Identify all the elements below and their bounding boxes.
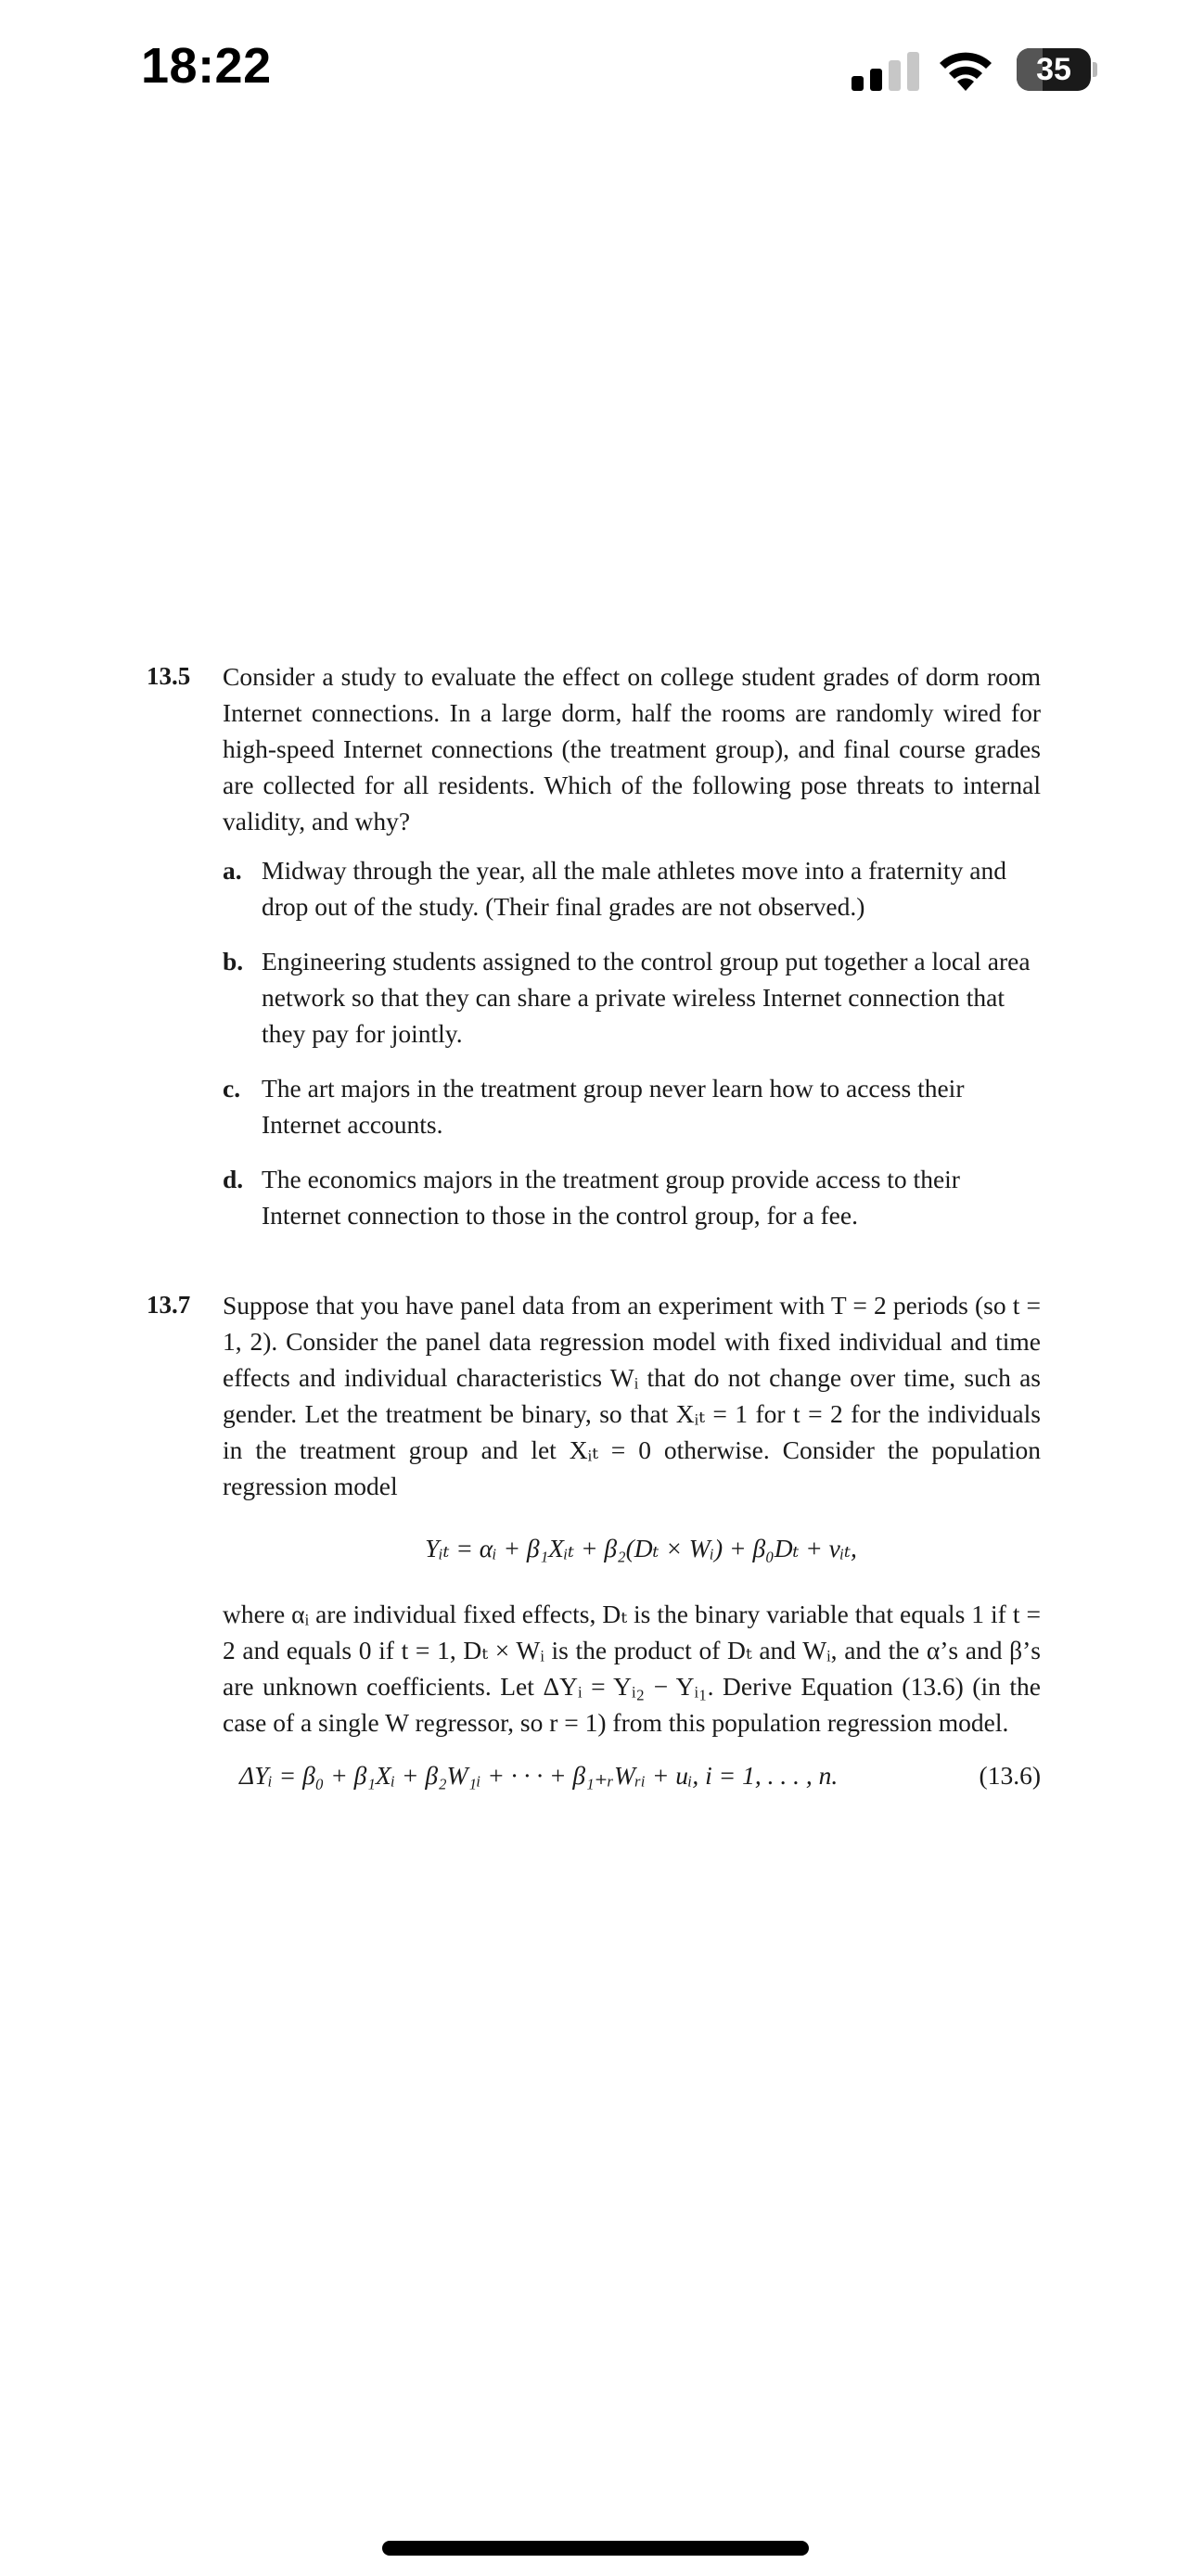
problem-number: 13.5 (147, 662, 191, 690)
battery-indicator (1017, 48, 1096, 91)
sub-item-d (223, 1161, 1041, 1233)
signal-bar (870, 69, 882, 91)
wifi-icon (937, 48, 994, 91)
problem-body: where αᵢ are individual fixed effects, Dₜ is the binary variable that equals 1 if t = 2 and equals 0 if t = 1, Dₜ × Wᵢ is the product of Dₜ and Wᵢ, and the α’s and β’s are unknown coefficients. Let ΔYᵢ = Yᵢ₂ − Yᵢ₁. Derive Equation (13.6) (in the case of a single W regressor, so r = 1) from this population regression model. (223, 1600, 1041, 1737)
sub-item-list (223, 852, 1041, 1233)
battery-level: 35 (1036, 52, 1071, 87)
sub-item-label: b. (223, 947, 244, 976)
problem-number: 13.7 (147, 1291, 191, 1319)
sub-item-c (223, 1070, 1041, 1142)
signal-bar (907, 52, 919, 91)
status-bar (0, 0, 1191, 139)
document-page (147, 658, 1041, 1793)
battery-cap (1093, 62, 1097, 77)
model-equation: Yᵢₜ = αᵢ + β₁Xᵢₜ + β₂(Dₜ × Wᵢ) + β₀Dₜ + vᵢₜ, (425, 1534, 857, 1562)
sub-item-text: Engineering students assigned to the control group put together a local area network so that they can share a private wireless Internet connection that they pay for jointly. (262, 947, 1031, 1048)
equation-text: ΔYᵢ = β₀ + β₁Xᵢ + β₂W₁ᵢ + · · · + β₁₊ᵣWᵣᵢ + uᵢ, i = 1, . . . , n. (239, 1761, 839, 1790)
sub-item-label: a. (223, 856, 242, 885)
sub-item-label: d. (223, 1165, 244, 1193)
problem-intro: Consider a study to evaluate the effect on college student grades of dorm room Internet connections. In a large dorm, half the rooms are randomly wired for high-speed Internet connections (the treatment group), and final course grades are collected for all residents. Which of the following pose threats to internal validity, and why? (223, 662, 1041, 835)
signal-bar (852, 76, 864, 91)
equation-number: (13.6) (979, 1761, 1041, 1790)
home-indicator[interactable] (382, 2541, 809, 2556)
equation-13-6 (223, 1757, 1041, 1793)
sub-item-text: The economics majors in the treatment group provide access to their Internet connection to those in the control group, for a fee. (262, 1165, 960, 1230)
sub-item-label: c. (223, 1074, 241, 1103)
sub-item-b (223, 943, 1041, 1052)
sub-item-text: The art majors in the treatment group never learn how to access their Internet accounts. (262, 1074, 965, 1139)
problem-13-5 (147, 658, 1041, 1233)
sub-item-text: Midway through the year, all the male athletes move into a fraternity and drop out of the study. (Their final grades are not observed.) (262, 856, 1007, 921)
signal-bar (889, 60, 901, 91)
status-time: 18:22 (141, 38, 272, 94)
problem-intro: Suppose that you have panel data from an experiment with T = 2 periods (so t = 1, 2). Consider the panel data regression model with fixed individual and time effects and individual characteristics Wᵢ that do not change over time, such as gender. Let the treatment be binary, so that Xᵢₜ = 1 for t = 2 for the individuals in the treatment group and let Xᵢₜ = 0 otherwise. Consider the population regression model (223, 1291, 1041, 1500)
problem-13-7 (147, 1287, 1041, 1793)
cellular-signal-icon (852, 52, 920, 91)
sub-item-a (223, 852, 1041, 925)
